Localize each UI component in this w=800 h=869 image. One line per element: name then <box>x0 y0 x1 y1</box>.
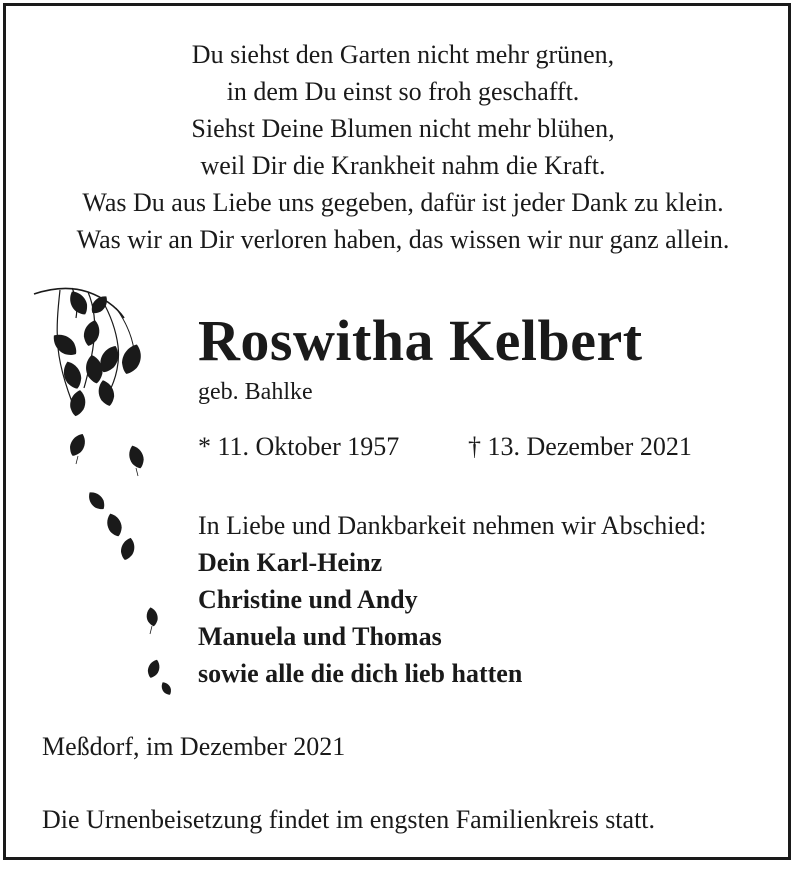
birth-date: * 11. Oktober 1957 <box>198 432 400 461</box>
poem-line: Du siehst den Garten nicht mehr grünen, <box>191 40 615 69</box>
life-dates <box>198 430 692 464</box>
poem-line: Was Du aus Liebe uns gegeben, dafür ist jeder Dank zu klein. <box>82 188 724 217</box>
mourner-line: Manuela und Thomas <box>198 622 442 651</box>
mourner-line: sowie alle die dich lieb hatten <box>198 659 523 688</box>
death-date: † 13. Dezember 2021 <box>468 432 692 461</box>
farewell-block <box>198 507 706 692</box>
mourner-line: Christine und Andy <box>198 585 418 614</box>
obituary-frame <box>3 3 791 860</box>
poem-line: Siehst Deine Blumen nicht mehr blühen, <box>191 114 615 143</box>
maiden-name: geb. Bahlke <box>198 379 313 405</box>
deceased-name: Roswitha Kelbert <box>198 308 643 373</box>
farewell-intro: In Liebe und Dankbarkeit nehmen wir Abschied: <box>198 511 707 540</box>
mourner-line: Dein Karl-Heinz <box>198 548 383 577</box>
poem-line: weil Dir die Krankheit nahm die Kraft. <box>200 151 606 180</box>
poem <box>6 36 800 258</box>
burial-note: Die Urnenbeisetzung findet im engsten Familienkreis statt. <box>42 805 656 834</box>
place-date: Meßdorf, im Dezember 2021 <box>42 732 346 761</box>
poem-line: Was wir an Dir verloren haben, das wissen wir nur ganz allein. <box>76 225 730 254</box>
poem-line: in dem Du einst so froh geschafft. <box>226 77 580 106</box>
falling-birch-leaves-icon <box>32 278 192 708</box>
